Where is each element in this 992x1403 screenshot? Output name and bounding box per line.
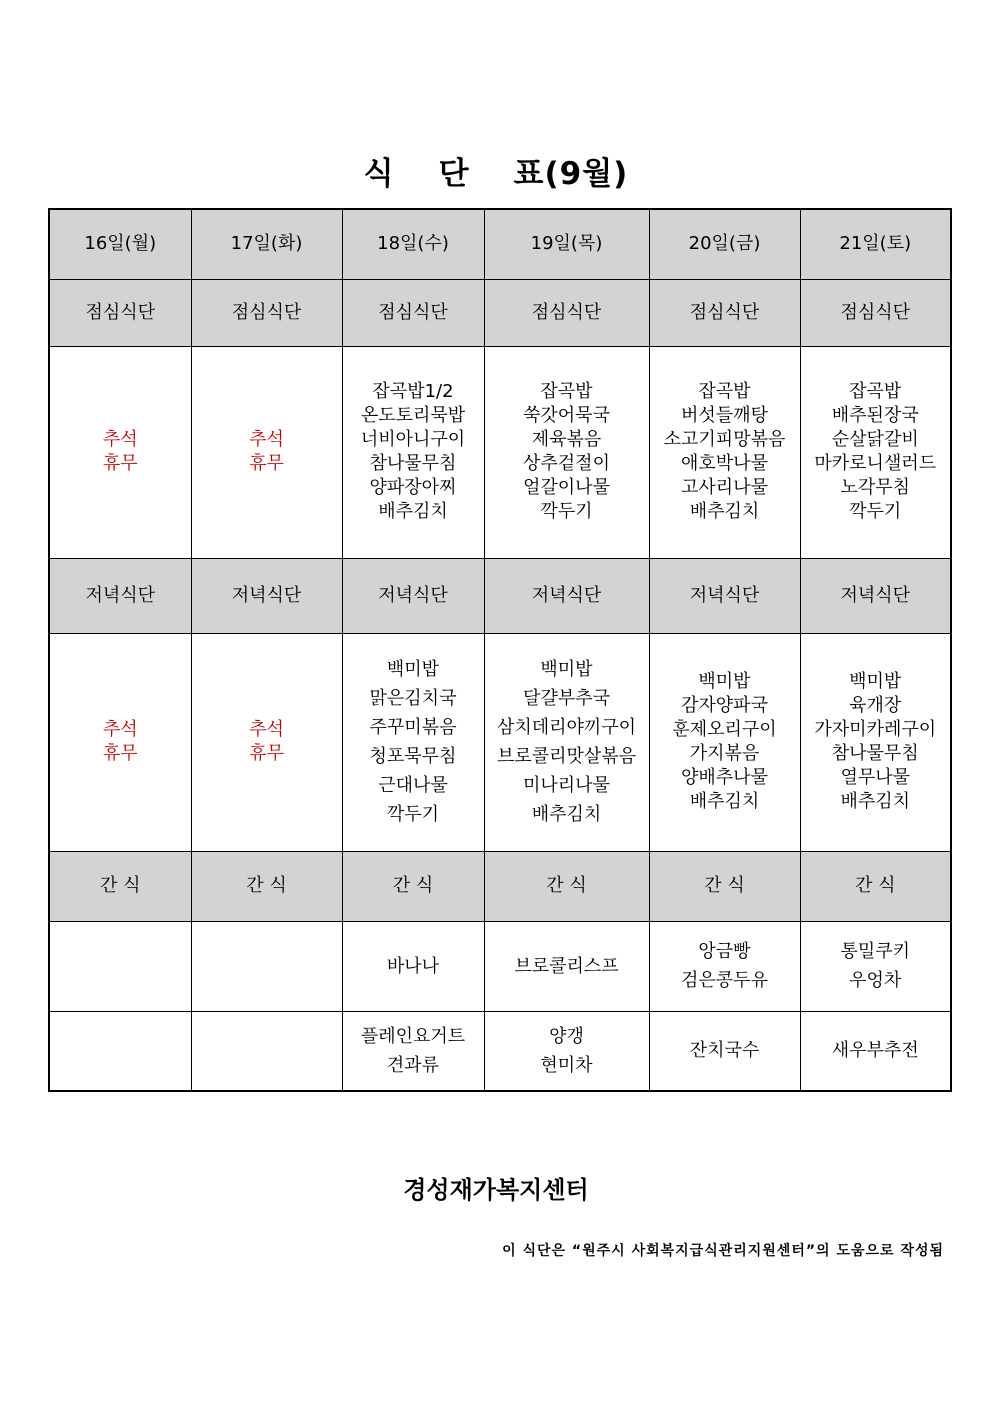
menu-item: 미나리나물 xyxy=(523,775,610,796)
menu-item: 백미밥 xyxy=(698,671,751,692)
snack-cell xyxy=(800,1011,951,1091)
menu-item: 배추된장국 xyxy=(831,405,919,426)
snack-cell xyxy=(484,1011,649,1091)
lunch-label: 점심식단 xyxy=(49,279,191,346)
snack-row-1 xyxy=(49,921,951,1011)
menu-item: 바나나 xyxy=(386,955,440,977)
menu-item: 잡곡밥 xyxy=(698,381,751,402)
lunch-cell xyxy=(342,346,484,558)
snack-label: 간 식 xyxy=(191,851,342,921)
menu-item: 소고기피망볶음 xyxy=(663,429,786,450)
lunch-cell xyxy=(800,346,951,558)
snack-cell xyxy=(649,921,800,1011)
dinner-label: 저녁식단 xyxy=(649,558,800,633)
lunch-label: 점심식단 xyxy=(484,279,649,346)
footnote: 이 식단은 “원주시 사회복지급식관리지원센터”의 도움으로 작성됨 xyxy=(502,1243,944,1259)
page-title xyxy=(0,148,992,193)
snack-cell xyxy=(49,921,191,1011)
snack-label-row xyxy=(49,851,951,921)
menu-item: 앙금빵 xyxy=(698,941,751,962)
menu-item: 감자양파국 xyxy=(681,695,768,716)
menu-item: 백미밥 xyxy=(540,659,593,680)
lunch-label: 점심식단 xyxy=(649,279,800,346)
menu-item: 주꾸미볶음 xyxy=(369,717,457,738)
menu-item: 훈제오리구이 xyxy=(672,719,777,740)
menu-item: 가지볶음 xyxy=(689,743,760,764)
menu-item: 제육볶음 xyxy=(531,429,602,450)
menu-item: 청포묵무침 xyxy=(369,746,457,767)
menu-item: 백미밥 xyxy=(849,671,902,692)
holiday-text: 휴무 xyxy=(102,453,138,474)
dinner-cell xyxy=(484,633,649,851)
dinner-cell xyxy=(342,633,484,851)
snack-label: 간 식 xyxy=(49,851,191,921)
menu-item: 통밀쿠키 xyxy=(840,941,911,962)
lunch-label: 점심식단 xyxy=(191,279,342,346)
menu-item: 배추김치 xyxy=(378,501,448,522)
menu-item: 달걀부추국 xyxy=(523,688,610,709)
lunch-cell xyxy=(484,346,649,558)
dinner-label: 저녁식단 xyxy=(342,558,484,633)
dinner-cell xyxy=(191,633,342,851)
menu-item: 육개장 xyxy=(849,695,902,716)
holiday-text: 휴무 xyxy=(249,453,284,474)
lunch-cell xyxy=(191,346,342,558)
lunch-cell xyxy=(49,346,191,558)
snack-label: 간 식 xyxy=(342,851,484,921)
dinner-label: 저녁식단 xyxy=(49,558,191,633)
menu-item: 잔치국수 xyxy=(689,1040,760,1062)
center-name: 경성재가복지센터 xyxy=(403,1176,589,1204)
menu-item: 순살닭갈비 xyxy=(831,429,919,450)
snack-cell xyxy=(649,1011,800,1091)
dinner-label-row xyxy=(49,558,951,633)
menu-item: 브로콜리스프 xyxy=(514,955,619,977)
day-header: 19일(목) xyxy=(484,209,649,279)
day-header: 21일(토) xyxy=(800,209,951,279)
menu-item: 배추김치 xyxy=(689,501,760,522)
menu-item: 노각무침 xyxy=(840,477,911,498)
snack-cell xyxy=(342,1011,484,1091)
lunch-label: 점심식단 xyxy=(800,279,951,346)
menu-item: 상추겉절이 xyxy=(523,453,610,474)
menu-item: 배추김치 xyxy=(840,791,911,812)
title-part-1: 식 xyxy=(363,156,395,192)
menu-item: 온도토리묵밥 xyxy=(360,405,466,426)
menu-item: 마카로니샐러드 xyxy=(814,453,937,474)
menu-item: 백미밥 xyxy=(386,659,440,680)
lunch-label: 점심식단 xyxy=(342,279,484,346)
menu-item: 깍두기 xyxy=(540,501,593,522)
menu-table xyxy=(48,208,952,1092)
menu-item: 깍두기 xyxy=(849,501,902,522)
snack-label: 간 식 xyxy=(484,851,649,921)
lunch-cell xyxy=(649,346,800,558)
menu-item: 브로콜리맛살볶음 xyxy=(496,746,637,767)
menu-item: 가자미카레구이 xyxy=(814,719,937,740)
menu-item: 쑥갓어묵국 xyxy=(523,405,610,426)
lunch-row xyxy=(49,346,951,558)
title-part-3: 표(9월) xyxy=(513,156,629,192)
menu-item: 잡곡밥 xyxy=(849,381,902,402)
title-part-2: 단 xyxy=(438,156,470,192)
day-header: 17일(화) xyxy=(191,209,342,279)
menu-item: 잡곡밥1/2 xyxy=(372,381,454,402)
snack-label: 간 식 xyxy=(649,851,800,921)
snack-cell xyxy=(191,1011,342,1091)
holiday-text: 휴무 xyxy=(102,743,138,764)
snack-cell xyxy=(49,1011,191,1091)
menu-item: 참나물무침 xyxy=(369,453,457,474)
menu-item: 버섯들깨탕 xyxy=(681,405,768,426)
day-header: 18일(수) xyxy=(342,209,484,279)
snack-cell xyxy=(191,921,342,1011)
lunch-label-row xyxy=(49,279,951,346)
menu-item: 우엉차 xyxy=(849,970,902,991)
dinner-row xyxy=(49,633,951,851)
dinner-label: 저녁식단 xyxy=(484,558,649,633)
snack-cell xyxy=(484,921,649,1011)
dinner-label: 저녁식단 xyxy=(191,558,342,633)
menu-item: 열무나물 xyxy=(840,767,911,788)
menu-item: 맑은김치국 xyxy=(369,688,457,709)
holiday-text: 추석 xyxy=(102,429,138,450)
days-row xyxy=(49,209,951,279)
menu-item: 깍두기 xyxy=(386,804,440,825)
day-header: 20일(금) xyxy=(649,209,800,279)
menu-item: 잡곡밥 xyxy=(540,381,593,402)
menu-item: 플레인요거트 xyxy=(360,1025,466,1047)
holiday-text: 추석 xyxy=(249,719,284,740)
dinner-cell xyxy=(49,633,191,851)
snack-cell xyxy=(800,921,951,1011)
menu-item: 고사리나물 xyxy=(681,477,768,498)
menu-item: 배추김치 xyxy=(531,804,602,825)
snack-row-2 xyxy=(49,1011,951,1091)
dinner-label: 저녁식단 xyxy=(800,558,951,633)
snack-label: 간 식 xyxy=(800,851,951,921)
snack-cell xyxy=(342,921,484,1011)
menu-item: 현미차 xyxy=(540,1054,593,1076)
dinner-cell xyxy=(649,633,800,851)
menu-item: 너비아니구이 xyxy=(360,429,466,450)
holiday-text: 휴무 xyxy=(249,743,284,764)
menu-item: 참나물무침 xyxy=(831,743,919,764)
holiday-text: 추석 xyxy=(249,429,284,450)
holiday-text: 추석 xyxy=(102,719,138,740)
menu-item: 얼갈이나물 xyxy=(523,477,610,498)
menu-item: 양배추나물 xyxy=(681,767,768,788)
menu-item: 양파장아찌 xyxy=(369,477,457,498)
menu-item: 배추김치 xyxy=(689,791,760,812)
menu-item: 검은콩두유 xyxy=(681,970,768,991)
menu-item: 근대나물 xyxy=(378,775,448,796)
menu-item: 삼치데리야끼구이 xyxy=(496,717,637,738)
menu-item: 견과류 xyxy=(386,1054,440,1076)
dinner-cell xyxy=(800,633,951,851)
menu-item: 새우부추전 xyxy=(831,1040,919,1062)
menu-item: 애호박나물 xyxy=(681,453,768,474)
day-header: 16일(월) xyxy=(49,209,191,279)
menu-item: 양갱 xyxy=(549,1025,584,1047)
